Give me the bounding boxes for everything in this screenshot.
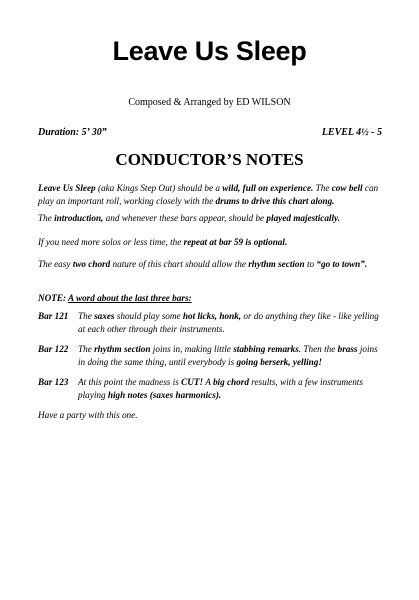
emphasis-text: Leave Us Sleep — [38, 183, 96, 193]
emphasis-text: two chord — [72, 259, 111, 269]
bar-label: Bar 123 — [38, 377, 69, 387]
body-text: The — [313, 183, 332, 193]
body-text: to — [304, 259, 317, 269]
body-text: The — [78, 311, 95, 321]
bar-item — [38, 310, 384, 335]
note-heading — [38, 293, 192, 303]
emphasis-text: going berserk, yelling! — [236, 356, 322, 367]
closing-line: Have a party with this one. — [38, 410, 138, 420]
note-underlined: A word about the last three bars: — [68, 293, 192, 303]
emphasis-text: CUT! — [181, 377, 204, 387]
body-text: joins in, making little — [150, 344, 234, 354]
paragraph-rhythm — [38, 258, 384, 271]
note-prefix: NOTE: — [38, 293, 69, 303]
bar-text — [78, 310, 384, 335]
emphasis-text: cow bell — [331, 183, 363, 193]
body-text: . Then the — [298, 344, 338, 354]
paragraph-repeat — [38, 236, 384, 249]
emphasis-text: drums to drive this chart along. — [215, 195, 335, 206]
body-text: should play some — [114, 311, 183, 321]
bar-label: Bar 121 — [38, 311, 69, 321]
emphasis-text: “go to town”. — [316, 259, 368, 269]
composer-credit: Composed & Arranged by ED WILSON — [128, 97, 291, 108]
body-text: results, with a few instruments playing — [78, 377, 363, 400]
paragraph-intro — [38, 182, 384, 207]
emphasis-text: high notes (saxes harmonics). — [107, 389, 222, 400]
body-text: (aka Kings Step Out) should be a — [95, 183, 223, 193]
bar-text — [78, 376, 384, 401]
emphasis-text: introduction, — [54, 213, 104, 223]
bar-item — [38, 376, 384, 401]
body-text: A — [203, 377, 213, 387]
body-text: The — [78, 344, 95, 354]
emphasis-text: big chord — [212, 377, 249, 387]
page-title: Leave Us Sleep — [112, 36, 307, 66]
emphasis-text: brass — [337, 344, 358, 354]
body-text: If you need more solos or less time, the — [38, 237, 184, 247]
level: LEVEL 4½ - 5 — [321, 127, 382, 138]
body-text: can play an important roll, working closely with the — [38, 183, 379, 206]
body-text: The easy — [38, 259, 73, 269]
emphasis-text: rhythm section — [94, 344, 151, 354]
emphasis-text: stabbing remarks — [233, 344, 299, 354]
emphasis-text: played majestically. — [266, 213, 341, 223]
body-text: At this point the madness is — [78, 377, 182, 387]
emphasis-text: wild, full on experience. — [222, 183, 314, 193]
emphasis-text: rhythm section — [248, 259, 305, 269]
bar-label: Bar 122 — [38, 344, 69, 354]
section-heading: CONDUCTOR’S NOTES — [115, 150, 304, 169]
body-text: or do anything they like - like yelling at each other through their instruments. — [78, 311, 379, 334]
duration: Duration: 5’ 30” — [38, 127, 107, 138]
body-text: joins in doing the same thing, until everybody is — [78, 344, 378, 367]
emphasis-text: repeat at bar 59 is optional. — [183, 237, 288, 247]
emphasis-text: saxes — [94, 311, 115, 321]
paragraph-introduction — [38, 212, 384, 225]
body-text: The — [38, 213, 55, 223]
body-text: nature of this chart should allow the — [110, 259, 249, 269]
body-text: and whenever these bars appear, should be — [103, 213, 267, 223]
emphasis-text: hot licks, honk, — [182, 311, 242, 321]
bar-item — [38, 343, 384, 368]
bar-text — [78, 343, 384, 368]
